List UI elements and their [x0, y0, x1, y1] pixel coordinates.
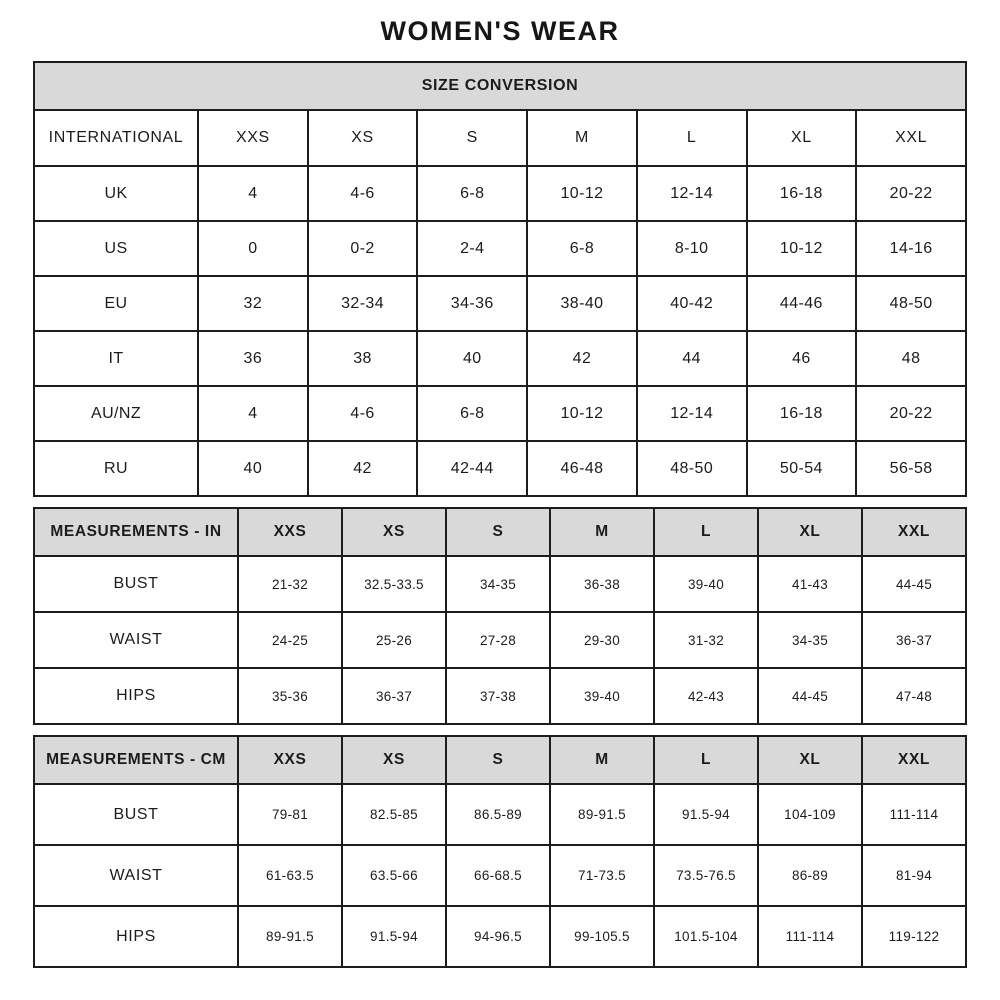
size-column-header: XS	[308, 110, 418, 166]
row-label: EU	[34, 276, 198, 331]
value-cell: 16-18	[747, 386, 857, 441]
value-cell: 21-32	[238, 556, 342, 612]
size-conversion-banner-row	[34, 62, 966, 110]
value-cell: 12-14	[637, 166, 747, 221]
size-column-header: S	[417, 110, 527, 166]
size-column-header: M	[527, 110, 637, 166]
value-cell: 4	[198, 386, 308, 441]
size-column-header: S	[446, 736, 550, 784]
value-cell: 36-37	[342, 668, 446, 724]
value-cell: 50-54	[747, 441, 857, 496]
row-label: HIPS	[34, 906, 238, 967]
value-cell: 25-26	[342, 612, 446, 668]
value-cell: 4-6	[308, 386, 418, 441]
size-column-header: M	[550, 508, 654, 556]
table-row	[34, 221, 966, 276]
value-cell: 71-73.5	[550, 845, 654, 906]
row-label: BUST	[34, 556, 238, 612]
value-cell: 16-18	[747, 166, 857, 221]
row-label: US	[34, 221, 198, 276]
value-cell: 10-12	[527, 166, 637, 221]
measurements-cm-table	[33, 735, 967, 968]
size-column-header: XS	[342, 736, 446, 784]
size-column-header: M	[550, 736, 654, 784]
value-cell: 44	[637, 331, 747, 386]
value-cell: 61-63.5	[238, 845, 342, 906]
value-cell: 89-91.5	[550, 784, 654, 845]
value-cell: 94-96.5	[446, 906, 550, 967]
value-cell: 86.5-89	[446, 784, 550, 845]
size-conversion-title: SIZE CONVERSION	[34, 62, 966, 110]
value-cell: 40	[198, 441, 308, 496]
value-cell: 27-28	[446, 612, 550, 668]
table-row	[34, 276, 966, 331]
value-cell: 6-8	[417, 386, 527, 441]
size-column-header: XXS	[238, 736, 342, 784]
value-cell: 48-50	[637, 441, 747, 496]
table-row	[34, 845, 966, 906]
value-cell: 2-4	[417, 221, 527, 276]
value-cell: 36	[198, 331, 308, 386]
value-cell: 34-36	[417, 276, 527, 331]
value-cell: 10-12	[747, 221, 857, 276]
value-cell: 31-32	[654, 612, 758, 668]
row-label: HIPS	[34, 668, 238, 724]
row-label: WAIST	[34, 612, 238, 668]
value-cell: 36-37	[862, 612, 966, 668]
value-cell: 91.5-94	[342, 906, 446, 967]
size-column-header: XS	[342, 508, 446, 556]
value-cell: 6-8	[527, 221, 637, 276]
value-cell: 48-50	[856, 276, 966, 331]
value-cell: 20-22	[856, 166, 966, 221]
size-column-header: XL	[747, 110, 857, 166]
table-row	[34, 441, 966, 496]
table-row	[34, 906, 966, 967]
measurements-in-table	[33, 507, 967, 725]
value-cell: 4	[198, 166, 308, 221]
value-cell: 38	[308, 331, 418, 386]
value-cell: 44-45	[758, 668, 862, 724]
value-cell: 6-8	[417, 166, 527, 221]
value-cell: 8-10	[637, 221, 747, 276]
value-cell: 24-25	[238, 612, 342, 668]
row-label: AU/NZ	[34, 386, 198, 441]
value-cell: 37-38	[446, 668, 550, 724]
value-cell: 79-81	[238, 784, 342, 845]
size-column-header: L	[654, 736, 758, 784]
value-cell: 39-40	[654, 556, 758, 612]
value-cell: 46-48	[527, 441, 637, 496]
value-cell: 44-46	[747, 276, 857, 331]
value-cell: 40-42	[637, 276, 747, 331]
row-label: WAIST	[34, 845, 238, 906]
value-cell: 0	[198, 221, 308, 276]
value-cell: 89-91.5	[238, 906, 342, 967]
size-column-header: XXL	[862, 508, 966, 556]
column-header-row	[34, 736, 966, 784]
value-cell: 14-16	[856, 221, 966, 276]
value-cell: 29-30	[550, 612, 654, 668]
size-column-header: S	[446, 508, 550, 556]
value-cell: 40	[417, 331, 527, 386]
value-cell: 111-114	[758, 906, 862, 967]
value-cell: 99-105.5	[550, 906, 654, 967]
value-cell: 48	[856, 331, 966, 386]
table-row	[34, 668, 966, 724]
size-column-header: L	[654, 508, 758, 556]
row-label: BUST	[34, 784, 238, 845]
column-header-row	[34, 110, 966, 166]
value-cell: 42-44	[417, 441, 527, 496]
value-cell: 42	[527, 331, 637, 386]
value-cell: 0-2	[308, 221, 418, 276]
table-row	[34, 784, 966, 845]
column-header-row	[34, 508, 966, 556]
size-column-header: XXS	[198, 110, 308, 166]
value-cell: 41-43	[758, 556, 862, 612]
value-cell: 47-48	[862, 668, 966, 724]
table-row	[34, 556, 966, 612]
measurements-table-title: MEASUREMENTS - CM	[34, 736, 238, 784]
value-cell: 38-40	[527, 276, 637, 331]
size-column-header: XXL	[862, 736, 966, 784]
value-cell: 104-109	[758, 784, 862, 845]
size-column-header: XXS	[238, 508, 342, 556]
value-cell: 34-35	[758, 612, 862, 668]
value-cell: 36-38	[550, 556, 654, 612]
value-cell: 35-36	[238, 668, 342, 724]
value-cell: 81-94	[862, 845, 966, 906]
page-title: WOMEN'S WEAR	[380, 16, 620, 46]
size-conversion-table	[33, 61, 967, 497]
value-cell: 73.5-76.5	[654, 845, 758, 906]
value-cell: 86-89	[758, 845, 862, 906]
value-cell: 39-40	[550, 668, 654, 724]
value-cell: 101.5-104	[654, 906, 758, 967]
corner-header-international: INTERNATIONAL	[34, 110, 198, 166]
value-cell: 56-58	[856, 441, 966, 496]
value-cell: 20-22	[856, 386, 966, 441]
value-cell: 111-114	[862, 784, 966, 845]
value-cell: 66-68.5	[446, 845, 550, 906]
value-cell: 4-6	[308, 166, 418, 221]
value-cell: 119-122	[862, 906, 966, 967]
measurements-table-title: MEASUREMENTS - IN	[34, 508, 238, 556]
value-cell: 63.5-66	[342, 845, 446, 906]
value-cell: 82.5-85	[342, 784, 446, 845]
value-cell: 32	[198, 276, 308, 331]
row-label: RU	[34, 441, 198, 496]
row-label: UK	[34, 166, 198, 221]
value-cell: 12-14	[637, 386, 747, 441]
row-label: IT	[34, 331, 198, 386]
value-cell: 42-43	[654, 668, 758, 724]
table-row	[34, 386, 966, 441]
value-cell: 32.5-33.5	[342, 556, 446, 612]
value-cell: 44-45	[862, 556, 966, 612]
value-cell: 34-35	[446, 556, 550, 612]
value-cell: 91.5-94	[654, 784, 758, 845]
value-cell: 10-12	[527, 386, 637, 441]
size-column-header: XXL	[856, 110, 966, 166]
value-cell: 32-34	[308, 276, 418, 331]
value-cell: 46	[747, 331, 857, 386]
size-column-header: L	[637, 110, 747, 166]
value-cell: 42	[308, 441, 418, 496]
table-row	[34, 612, 966, 668]
table-row	[34, 166, 966, 221]
size-column-header: XL	[758, 736, 862, 784]
table-row	[34, 331, 966, 386]
size-column-header: XL	[758, 508, 862, 556]
